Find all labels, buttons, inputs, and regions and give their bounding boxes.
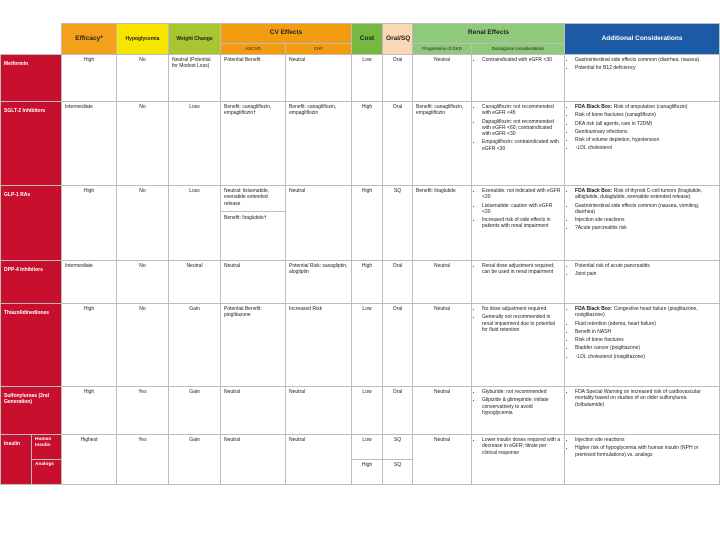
route-cell: Oral xyxy=(383,261,413,304)
ascvd-cell: Benefit: canagliflozin, empagliflozin† xyxy=(221,102,286,186)
chf-cell: Neutral xyxy=(286,186,352,261)
list-item: • Generally not recommended in renal impairment due to potential for fluid retention xyxy=(482,314,561,333)
hypoglycemia-cell: No xyxy=(117,261,169,304)
list-item: • DKA risk (all agents, rare in T2DM) xyxy=(575,121,716,127)
table-row xyxy=(1,261,720,304)
list-item: • Bladder cancer (pioglitazone) xyxy=(575,345,716,351)
list-item: • Glyburide: not recommended xyxy=(482,389,561,395)
weight-cell: Gain xyxy=(169,435,221,485)
list-item: • Glipizide & glimepiride: initiate conservatively to avoid hypoglycemia xyxy=(482,397,561,416)
weight-cell: Loss xyxy=(169,102,221,186)
ascvd-cell xyxy=(221,186,286,261)
cost-cell: Low xyxy=(352,55,383,102)
dosing-cell xyxy=(472,55,565,102)
header-cv-effects: CV Effects xyxy=(221,24,352,44)
route-cell: Oral xyxy=(383,55,413,102)
table-row xyxy=(1,435,720,460)
additional-cell xyxy=(565,387,720,435)
header-weight-change: Weight Change xyxy=(169,24,221,55)
dkd-cell: Benefit: canagliflozin, empagliflozin xyxy=(413,102,472,186)
insulin-sub-label-human: Human Insulin xyxy=(32,435,62,460)
weight-cell: Gain xyxy=(169,304,221,387)
black-box-label: FDA Black Box: xyxy=(575,306,613,312)
list-item: • Joint pain xyxy=(575,271,716,277)
hypoglycemia-cell: No xyxy=(117,102,169,186)
list-item: • Contraindicated with eGFR <30 xyxy=(482,57,561,63)
list-item: • Risk of bone fractures xyxy=(575,337,716,343)
table-row xyxy=(1,186,720,261)
black-box-text: Congestive heart failure (pioglitazone, rosiglitazone) xyxy=(575,306,698,319)
hypoglycemia-cell: Yes xyxy=(117,387,169,435)
dkd-cell: Neutral xyxy=(413,387,472,435)
drug-class-label: SGLT-2 Inhibitors xyxy=(1,102,62,186)
dosing-cell xyxy=(472,261,565,304)
list-item: • Injection site reactions xyxy=(575,437,716,443)
route-cell: Oral xyxy=(383,304,413,387)
dosing-cell xyxy=(472,304,565,387)
list-item xyxy=(575,104,716,110)
drug-class-label: GLP-1 RAs xyxy=(1,186,62,261)
dkd-cell: Neutral xyxy=(413,435,472,485)
dkd-cell: Neutral xyxy=(413,261,472,304)
cost-cell: Low xyxy=(352,304,383,387)
header-hypoglycemia: Hypoglycemia xyxy=(117,24,169,55)
table-row xyxy=(1,102,720,186)
list-item: • Injection site reactions xyxy=(575,217,716,223)
additional-cell xyxy=(565,304,720,387)
list-item: • Exenatide: not indicated with eGFR <30 xyxy=(482,188,561,201)
list-item: • Lower insulin doses required with a decrease in eGFR; titrate per clinical response xyxy=(482,437,561,456)
ascvd-cell: Neutral xyxy=(221,435,286,485)
additional-cell xyxy=(565,261,720,304)
list-item: • ↑LDL cholesterol (rosiglitazone) xyxy=(575,354,716,360)
ascvd-cell: Neutral xyxy=(221,387,286,435)
additional-cell xyxy=(565,102,720,186)
ascvd-benefit-text: Benefit: liraglutide† xyxy=(224,214,267,221)
diabetes-medication-table xyxy=(0,23,720,485)
route-cell: SQ xyxy=(383,460,413,485)
list-item: • ↑LDL cholesterol xyxy=(575,145,716,151)
cost-cell: Low xyxy=(352,387,383,435)
dkd-cell: Neutral xyxy=(413,55,472,102)
hypoglycemia-cell: Yes xyxy=(117,435,169,485)
cost-cell: High xyxy=(352,460,383,485)
list-item: • Risk of bone fractures (canagliflozin) xyxy=(575,112,716,118)
table-row xyxy=(1,55,720,102)
list-item: • Risk of volume depletion, hypotension xyxy=(575,137,716,143)
route-cell: Oral xyxy=(383,387,413,435)
cost-cell: High xyxy=(352,261,383,304)
insulin-sub-label-analogs: Analogs xyxy=(32,460,62,485)
weight-cell: Neutral xyxy=(169,261,221,304)
efficacy-cell: High xyxy=(62,304,117,387)
drug-class-label: DPP-4 Inhibitors xyxy=(1,261,62,304)
table-row xyxy=(1,304,720,387)
header-cost: Cost xyxy=(352,24,383,55)
header-efficacy: Efficacy* xyxy=(62,24,117,55)
list-item: • Canagliflozin: not recommended with eGFR <45 xyxy=(482,104,561,117)
list-item: • Dapagliflozin: not recommended with eGFR <60; contraindicated with eGFR <30 xyxy=(482,119,561,138)
list-item: • Increased risk of side effects in patients with renal impairment xyxy=(482,217,561,230)
list-item: • ?Acute pancreatitis risk xyxy=(575,225,716,231)
black-box-label: FDA Black Box: xyxy=(575,104,613,110)
list-item: • Benefit in NASH xyxy=(575,329,716,335)
additional-cell xyxy=(565,186,720,261)
header-oral-sq: Oral/SQ xyxy=(383,24,413,55)
list-item: • Renal dose adjustment required; can be used in renal impairment xyxy=(482,263,561,276)
ascvd-neutral-text: Neutral: lixisenatide, exenatide extended release xyxy=(221,188,285,212)
dosing-cell xyxy=(472,102,565,186)
list-item: • Empagliflozin: contraindicated with eGFR <30 xyxy=(482,139,561,152)
list-item xyxy=(575,188,716,201)
ascvd-cell: Potential Benefit xyxy=(221,55,286,102)
efficacy-cell: High xyxy=(62,387,117,435)
chf-cell: Increased Risk xyxy=(286,304,352,387)
hypoglycemia-cell: No xyxy=(117,186,169,261)
table-row xyxy=(1,387,720,435)
drug-class-label: Insulin xyxy=(1,435,32,485)
chf-cell: Neutral xyxy=(286,55,352,102)
cost-cell: High xyxy=(352,186,383,261)
efficacy-cell: High xyxy=(62,186,117,261)
list-item: • No dose adjustment required xyxy=(482,306,561,312)
dkd-cell: Neutral xyxy=(413,304,472,387)
header-additional-considerations: Additional Considerations xyxy=(565,24,720,55)
drug-class-label: Thiazolidinediones xyxy=(1,304,62,387)
list-item: • Fluid retention (edema; heart failure) xyxy=(575,321,716,327)
black-box-text: Risk of amputation (canagliflozin) xyxy=(612,104,688,110)
list-item: • Lixisenatide: caution with eGFR <30 xyxy=(482,203,561,216)
chf-cell: Neutral xyxy=(286,387,352,435)
dkd-cell: Benefit: liraglutide xyxy=(413,186,472,261)
dosing-cell xyxy=(472,435,565,485)
list-item: • Potential risk of acute pancreatitis xyxy=(575,263,716,269)
ascvd-cell: Neutral xyxy=(221,261,286,304)
dosing-cell xyxy=(472,186,565,261)
list-item: • Gastrointestinal side effects common (diarrhea, nausea) xyxy=(575,57,716,63)
drug-class-label: Sulfonylureas (2nd Generation) xyxy=(1,387,62,435)
efficacy-cell: Intermediate xyxy=(62,261,117,304)
weight-cell: Loss xyxy=(169,186,221,261)
corner-blank xyxy=(1,24,62,55)
route-cell: SQ xyxy=(383,435,413,460)
drug-class-label: Metformin xyxy=(1,55,62,102)
list-item xyxy=(575,306,716,319)
header-renal-effects: Renal Effects xyxy=(413,24,565,44)
route-cell: SQ xyxy=(383,186,413,261)
header-chf: CHF xyxy=(286,44,352,55)
efficacy-cell: High xyxy=(62,55,117,102)
efficacy-cell: Intermediate xyxy=(62,102,117,186)
list-item: • Potential for B12 deficiency xyxy=(575,65,716,71)
chf-cell: Neutral xyxy=(286,435,352,485)
efficacy-cell: Highest xyxy=(62,435,117,485)
list-item: • Higher risk of hypoglycemia with human insulin (NPH or premixed formulations) vs. analogs xyxy=(575,445,716,458)
chf-cell: Benefit: canagliflozin, empagliflozin xyxy=(286,102,352,186)
weight-cell: Gain xyxy=(169,387,221,435)
hypoglycemia-cell: No xyxy=(117,304,169,387)
header-ascvd: ASCVD xyxy=(221,44,286,55)
black-box-text: Risk of thyroid C-cell tumors (liraglutide, albiglutide, dulaglutide, exenatide extended release) xyxy=(575,188,703,201)
black-box-label: FDA Black Box: xyxy=(575,188,613,194)
weight-cell: Neutral (Potential for Modest Loss) xyxy=(169,55,221,102)
list-item: • Genitourinary infections xyxy=(575,129,716,135)
cost-cell: High xyxy=(352,102,383,186)
dosing-cell xyxy=(472,387,565,435)
header-progression-dkd: Progression of DKD xyxy=(413,44,472,55)
ascvd-cell: Potential Benefit: pioglitazone xyxy=(221,304,286,387)
cost-cell: Low xyxy=(352,435,383,460)
list-item: • FDA Special Warning on increased risk of cardiovascular mortality based on studies of an older sulfonylurea (tolbutamide) xyxy=(575,389,716,408)
list-item: • Gastrointestinal side effects common (nausea, vomiting, diarrhea) xyxy=(575,203,716,216)
header-dosing-use: Dosing/use considerations xyxy=(472,44,565,55)
chf-cell: Potential Risk: saxagliptin, alogliptin xyxy=(286,261,352,304)
additional-cell xyxy=(565,55,720,102)
hypoglycemia-cell: No xyxy=(117,55,169,102)
route-cell: Oral xyxy=(383,102,413,186)
additional-cell xyxy=(565,435,720,485)
